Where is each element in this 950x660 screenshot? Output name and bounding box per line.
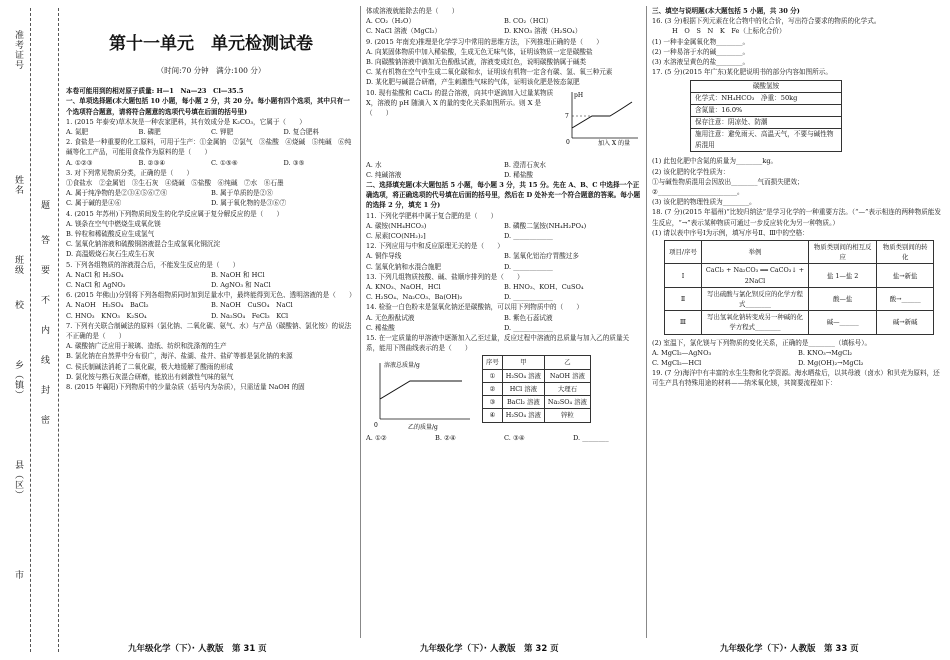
question-14-options (366, 313, 642, 333)
question-3-substances: ①食盐水 ②金属铝 ③生石灰 ④烧碱 ⑤盐酸 ⑥纯碱 ⑦水 ⑧石墨 (66, 179, 284, 188)
question-13-options (366, 282, 642, 302)
name-label: 姓名 (13, 175, 23, 195)
seal-char: 线 (39, 355, 49, 365)
seal-char: 题 (39, 200, 49, 210)
column-divider (646, 6, 647, 638)
option: B. KNO₃→MgCl₂ (798, 348, 853, 357)
page-32-footer: 九年级化学（下）· 人教版 第 32 页 (420, 644, 559, 654)
option: C. ③④ (504, 434, 525, 443)
table-header: 序号 (483, 356, 503, 369)
mass-curve (380, 381, 462, 399)
city-label: 市 (13, 570, 23, 580)
option: D. 某化肥与碱混合研磨，产生刺激性气味的气体，证明该化肥是铵态氮肥 (366, 78, 580, 87)
page-32-column (366, 6, 642, 444)
option: C. H₂SO₄、Na₂CO₃、Ba(OH)₂ (366, 293, 463, 302)
ph-graph-origin: 0 (566, 138, 570, 146)
question-18-sub2: (2) 室温下，氯化镁与下列物质的变化关系，正确的是________（填标号）。 (652, 338, 872, 347)
option: D. ____________ (504, 262, 553, 271)
page-33-footer: 九年级化学（下）· 人教版 第 33 页 (720, 644, 859, 654)
option: A. 水 (366, 160, 382, 169)
table-cell: 写出氢氧化钠转变成另一种碱的化学方程式________ (702, 311, 809, 334)
option: D. ③⑤ (283, 158, 305, 167)
question-16-elements: H O S N K Fe（上标化合价） (672, 27, 786, 36)
question-4: 4. (2015 年苏州)下列物质间发生的化学反应属于复分解反应的是（ ） (66, 209, 284, 218)
question-10: 10. 现有盐酸和 CaCl₂ 的混合溶液，向其中逐滴加入过量某物质 X，溶液的 pH 随滴入 X 的量的变化关系如图所示。则 X 是（ ） (366, 88, 554, 118)
option: D. ____________ (504, 293, 553, 302)
option: A. MgCl₂—AgNO₃ (652, 348, 712, 357)
table-header: 物质类别间的转化 (877, 241, 934, 264)
seal-line-outer (30, 8, 31, 652)
table-cell: ① (483, 369, 503, 382)
table-cell: 碱—______ (809, 311, 877, 334)
option: B. 澄清石灰水 (504, 160, 547, 169)
label-line: 化学式：NH₄HCO₃ 净重：50kg (691, 93, 841, 105)
question-13: 13. 下列几组物质按酸、碱、盐顺序排列的是（ ） (366, 272, 524, 281)
table-cell: 碱→新碱 (877, 311, 934, 334)
option: B. ②④ (435, 434, 456, 443)
label-line: 施用注意：避免雨天、高温天气，不要与碱性物质混用 (695, 130, 834, 150)
question-6: 6. (2015 年佛山)分别将下列各组物质同时加到足量水中，最终能得到无色、透明溶液的是（ ） (66, 291, 356, 300)
option: D. ____________ (504, 232, 553, 241)
option: A. NaOH H₂SO₄ BaCl₂ (66, 301, 149, 310)
option: A. KNO₃、NaOH、HCl (366, 283, 441, 292)
table-cell: ④ (483, 409, 503, 422)
ph-graph (562, 88, 642, 146)
question-5-options (66, 270, 356, 290)
question-17-item: (3) 该化肥的物理性质为________。 (652, 198, 756, 207)
table-cell: Ⅰ (665, 264, 702, 287)
option: D. KNO₃ 溶液（H₂SO₄） (504, 27, 582, 36)
question-9: 9. (2015 年南充)推理是化学学习中常用的思维方法，下列推理正确的是（ ） (366, 37, 603, 46)
question-11: 11. 下列化学肥料中属于复合肥的是（ ） (366, 211, 498, 220)
class-label: 班级 (13, 255, 23, 275)
option: B. NaOH 和 HCl (211, 270, 265, 279)
option: B. 氢氧化铝治疗胃酸过多 (504, 252, 579, 261)
option: A. NaCl 和 H₂SO₄ (66, 270, 124, 279)
question-18-table (664, 240, 934, 335)
seal-char: 密 (39, 415, 49, 425)
option: B. 锌粒和稀硫酸反应生成氢气 (66, 230, 155, 239)
table-header: 乙 (544, 356, 590, 369)
option: B. 磷酸二氢铵(NH₄H₂PO₄) (504, 221, 587, 230)
question-15-options (366, 433, 642, 443)
section-2-heading: 二、选择填充题(本大题包括 5 小题，每小题 3 分，共 15 分。先在 A、B、C 中选择一个正确选项，将正确选项的代号填在后面的括号里，然后在 D 处补充一个符合题意的答案。每小题的选择 2 分，填充 1 分) (366, 181, 641, 210)
atomic-mass-note: 本卷可能用到的相对原子质量: H—1 Na—23 Cl—35.5 (66, 87, 244, 96)
question-15: 15. 在一定质量的甲溶液中逐渐加入乙至过量，反应过程中溶液的总质量与加入乙的质量关系，能用下图曲线表示的是（ ） (366, 334, 630, 353)
question-18-options (652, 348, 944, 368)
question-17-item: (2) 该化肥的化学性质为： (652, 167, 730, 176)
option: D. AgNO₃ 和 NaCl (211, 281, 271, 290)
label-line: 保存注意：阴凉处、防潮 (691, 117, 841, 129)
table-cell: 盐→新盐 (877, 264, 934, 287)
label-line: 含氮量：16.0% (691, 105, 841, 117)
table-cell: 写出硫酸与氯化钡反应的化学方程式________ (702, 287, 809, 310)
question-17-item: ②________________________。 (652, 188, 744, 197)
question-16-item: (1) 一种非金属氧化物________。 (652, 37, 750, 46)
option: A. 属于纯净物的是②③④⑤⑥⑦⑧ (66, 189, 168, 198)
option: C. 属于碱的是④⑥ (66, 199, 122, 208)
question-18-sub1: (1) 请以表中序号Ⅰ为示例，填写序号Ⅱ、Ⅲ中的空格： (652, 228, 809, 237)
table-cell: Na₂SO₄ 溶液 (544, 396, 590, 409)
ph-graph-7-label: 7 (565, 112, 569, 120)
option: C. NaCl 溶液（MgCl₂） (366, 27, 442, 36)
page-33-column (652, 6, 944, 389)
question-12-options (366, 251, 642, 271)
option: C. 尿素[CO(NH₂)₂] (366, 232, 426, 241)
option: C. 稀盐酸 (366, 323, 395, 332)
table-cell: ② (483, 382, 503, 395)
table-cell: Ⅲ (665, 311, 702, 334)
option: C. MgCl₂—HCl (652, 359, 702, 368)
mass-graph (366, 355, 474, 433)
question-16-item: (3) 水溶液呈黄色的盐________。 (652, 58, 750, 67)
question-16: 16. (3 分)根据下列元素在化合物中的化合价，写出符合要求的物质的化学式。 (652, 17, 881, 26)
section-1-heading: 一、单项选择题(本大题包括 10 小题，每小题 2 分，共 20 分。每小题有四个选项，其中只有一个选项符合题意，请将符合题意的选项代号填在后面的括号里) (66, 97, 350, 116)
option: B. 氯化钠在自然界中分布很广，海洋、盐湖、盐井、盐矿等都是氯化钠的来源 (66, 352, 293, 361)
fertilizer-label (690, 80, 842, 152)
mass-graph-x-label: 乙的质量/g (408, 424, 438, 432)
page-31-column (66, 6, 356, 392)
binding-margin (0, 0, 62, 660)
table-cell: HCl 溶液 (502, 382, 544, 395)
option: C. 侯氏制碱法消耗了二氧化碳，极大地缓解了酸雨的形成 (66, 362, 234, 371)
mass-graph-y-label: 溶液总质量/g (384, 362, 420, 370)
option: B. CO₂（HCl） (504, 17, 553, 26)
question-11-options (366, 221, 642, 241)
option: D. Na₂SO₄ FeCl₃ KCl (211, 311, 289, 320)
option: B. HNO₃、KOH、CuSO₄ (504, 283, 584, 292)
option: D. ____________ (504, 323, 553, 332)
seal-char: 内 (39, 325, 49, 335)
school-label: 校 (13, 300, 23, 310)
question-3-options (66, 188, 356, 208)
column-divider (360, 6, 361, 638)
ph-graph-y-label: pH (574, 91, 584, 99)
option: B. 向碳酸钠溶液中滴加无色酚酞试液，溶液变成红色，说明碳酸钠属于碱类 (366, 58, 587, 67)
table-header: 物质类别间的相互反应 (809, 241, 877, 264)
mass-graph-origin: 0 (374, 422, 378, 430)
exam-number-label: 准考证号 (13, 30, 23, 70)
seal-char: 不 (39, 295, 49, 305)
table-header: 项目/序号 (665, 241, 702, 264)
option: A. 向某固体物质中加入稀盐酸，生成无色无味气体，证明该物质一定是碳酸盐 (366, 47, 593, 56)
option: D. 复合肥料 (283, 128, 320, 137)
question-7: 7. 下列有关联合制碱法的原料（氯化钠、二氧化碳、氨气、水）与产品（碳酸钠、氯化铵）的说法不正确的是（ ） (66, 321, 352, 341)
table-cell: CaCl₂ + Na₂CO₃ ══ CaCO₃↓ + 2NaCl (702, 264, 809, 287)
option: C. 氢氧化钠和水混合施肥 (366, 262, 441, 271)
seal-char: 答 (39, 235, 49, 245)
seal-char: 要 (39, 265, 49, 275)
option: A. 氮肥 (66, 128, 89, 137)
table-cell: H₂SO₄ 溶液 (502, 369, 544, 382)
question-18: 18. (7 分)(2015 年福州)“比较归纳法”是学习化学的一种重要方法。（“—”表示相连的两种物质能发生反应，“→”表示某种物质可通过一步反应转化为另一种物质。） (652, 208, 942, 227)
exam-title: 第十一单元 单元检测试卷 (109, 34, 313, 54)
option: C. 钾肥 (211, 128, 234, 137)
option: D. ________ (573, 434, 609, 443)
question-10-block (366, 88, 642, 160)
question-14: 14. 检验一白色粉末是氢氧化钠还是碳酸钠，可以用下列物质中的（ ） (366, 303, 583, 312)
town-label: 乡（镇） (13, 360, 23, 400)
question-2: 2. 食盐是一种重要的化工原料，可用于生产：①金属钠 ②氯气 ③盐酸 ④烧碱 ⑤纯碱 ⑥纯碱等化工产品，可能用食盐作为原料的是（ ） (66, 138, 352, 157)
table-header: 甲 (502, 356, 544, 369)
option: A. 镁条在空气中燃烧生成氧化镁 (66, 219, 161, 228)
option: C. 氢氧化钠溶液和硫酸铜溶液混合生成氢氧化铜沉淀 (66, 240, 221, 249)
option: C. 某有机物在空气中生成二氧化碳和水，证明该有机物一定含有碳、氢、氧三种元素 (366, 68, 613, 77)
question-15-table (482, 355, 591, 422)
question-19: 19. (7 分)海洋中有丰富的水生生物和化学资源。海水晒盐后，以其母液（卤水）和贝壳为原料，还可生产具有特殊用途的材料——纳米氧化镁，其简要流程如下： (652, 369, 940, 388)
option: C. 纯碱溶液 (366, 170, 402, 179)
option: D. 高温煅烧石灰石生成生石灰 (66, 250, 155, 259)
table-cell: H₂SO₄ 溶液 (502, 409, 544, 422)
option: A. ①②③ (66, 158, 93, 167)
option: C. NaCl 和 AgNO₃ (66, 281, 126, 290)
option: B. 磷肥 (138, 128, 161, 137)
table-header: 举例 (702, 241, 809, 264)
question-16-item: (2) 一种易溶于水的碱________。 (652, 47, 750, 56)
seal-char: 封 (39, 385, 49, 395)
exam-subtitle: （时间:70 分钟 满分:100 分） (156, 66, 266, 75)
option: D. Mg(OH)₂→MgCl₂ (798, 359, 864, 368)
page-31-footer: 九年级化学（下）· 人教版 第 31 页 (128, 644, 267, 654)
question-3: 3. 对下列常见物质分类，正确的是（ ） (66, 168, 194, 177)
question-17: 17. (5 分)(2015 年广东)某化肥说明书的部分内容如图所示。 (652, 68, 832, 77)
option: A. 铜作导线 (366, 252, 402, 261)
table-cell: NaOH 溶液 (544, 369, 590, 382)
table-cell: 锌粒 (544, 409, 590, 422)
county-label: 县（区） (13, 460, 23, 500)
question-1-options (66, 127, 356, 137)
question-8-cont: 体或溶液就能除去的是（ ） (366, 7, 459, 15)
option: A. 无色酚酞试液 (366, 313, 415, 322)
table-cell: Ⅱ (665, 287, 702, 310)
label-title: 碳酸氢铵 (691, 81, 841, 93)
table-cell: BaCl₂ 溶液 (502, 396, 544, 409)
option: A. 碳酸钠广泛应用于玻璃、造纸、纺织和洗涤剂的生产 (66, 342, 227, 351)
question-15-figure (366, 355, 642, 433)
option: A. ①② (366, 434, 387, 443)
table-cell: 酸—盐 (809, 287, 877, 310)
question-5: 5. 下列各组物质的溶液混合后，不能发生反应的是（ ） (66, 260, 240, 269)
ph-curve (572, 102, 632, 128)
question-17-item: (1) 此包化肥中含氮的质量为________kg。 (652, 157, 778, 166)
question-6-options (66, 300, 356, 320)
option: D. 属于氧化物的是③⑥⑦ (211, 199, 287, 208)
option: C. HNO₃ KNO₃ K₂SO₄ (66, 311, 147, 320)
question-8-options (366, 16, 642, 36)
section-3-heading: 三、填空与说明题(本大题包括 5 小题，共 30 分) (652, 7, 800, 15)
question-10-options (366, 160, 642, 180)
option: C. ①⑤⑥ (211, 158, 238, 167)
option: A. 碳铵(NH₄HCO₃) (366, 221, 427, 230)
option: B. 紫色石蕊试液 (504, 313, 553, 322)
question-1: 1. (2015 年泰安)草木灰是一种农家肥料，其有效成分是 K₂CO₃，它属于（ ） (66, 117, 306, 126)
option: B. ②③④ (138, 158, 166, 167)
question-8: 8. (2015 年襄阳)下列物质中的少量杂质（括号内为杂质），只需适量 NaOH 的固 (66, 383, 305, 392)
table-cell: ③ (483, 396, 503, 409)
question-2-options (66, 158, 356, 168)
table-cell: 盐 1—盐 2 (809, 264, 877, 287)
option: D. 氯化铵与熟石灰混合研磨，能放出有刺激性气味的氨气 (66, 372, 234, 381)
table-cell: 大理石 (544, 382, 590, 395)
question-12: 12. 下列应用与中和反应原理无关的是（ ） (366, 242, 504, 251)
question-17-item: ①与碱性物质混用会因放出________气而损失肥效； (652, 177, 804, 186)
option: D. 稀盐酸 (504, 170, 534, 179)
option: A. CO₂（H₂O） (366, 17, 416, 26)
table-cell: 酸→______ (877, 287, 934, 310)
option: B. 属于单质的是②⑧ (211, 189, 273, 198)
ph-graph-x-label: 加入 X 的量 (598, 139, 631, 146)
seal-line-inner (58, 8, 59, 652)
option: B. NaOH CuSO₄ NaCl (211, 301, 293, 310)
